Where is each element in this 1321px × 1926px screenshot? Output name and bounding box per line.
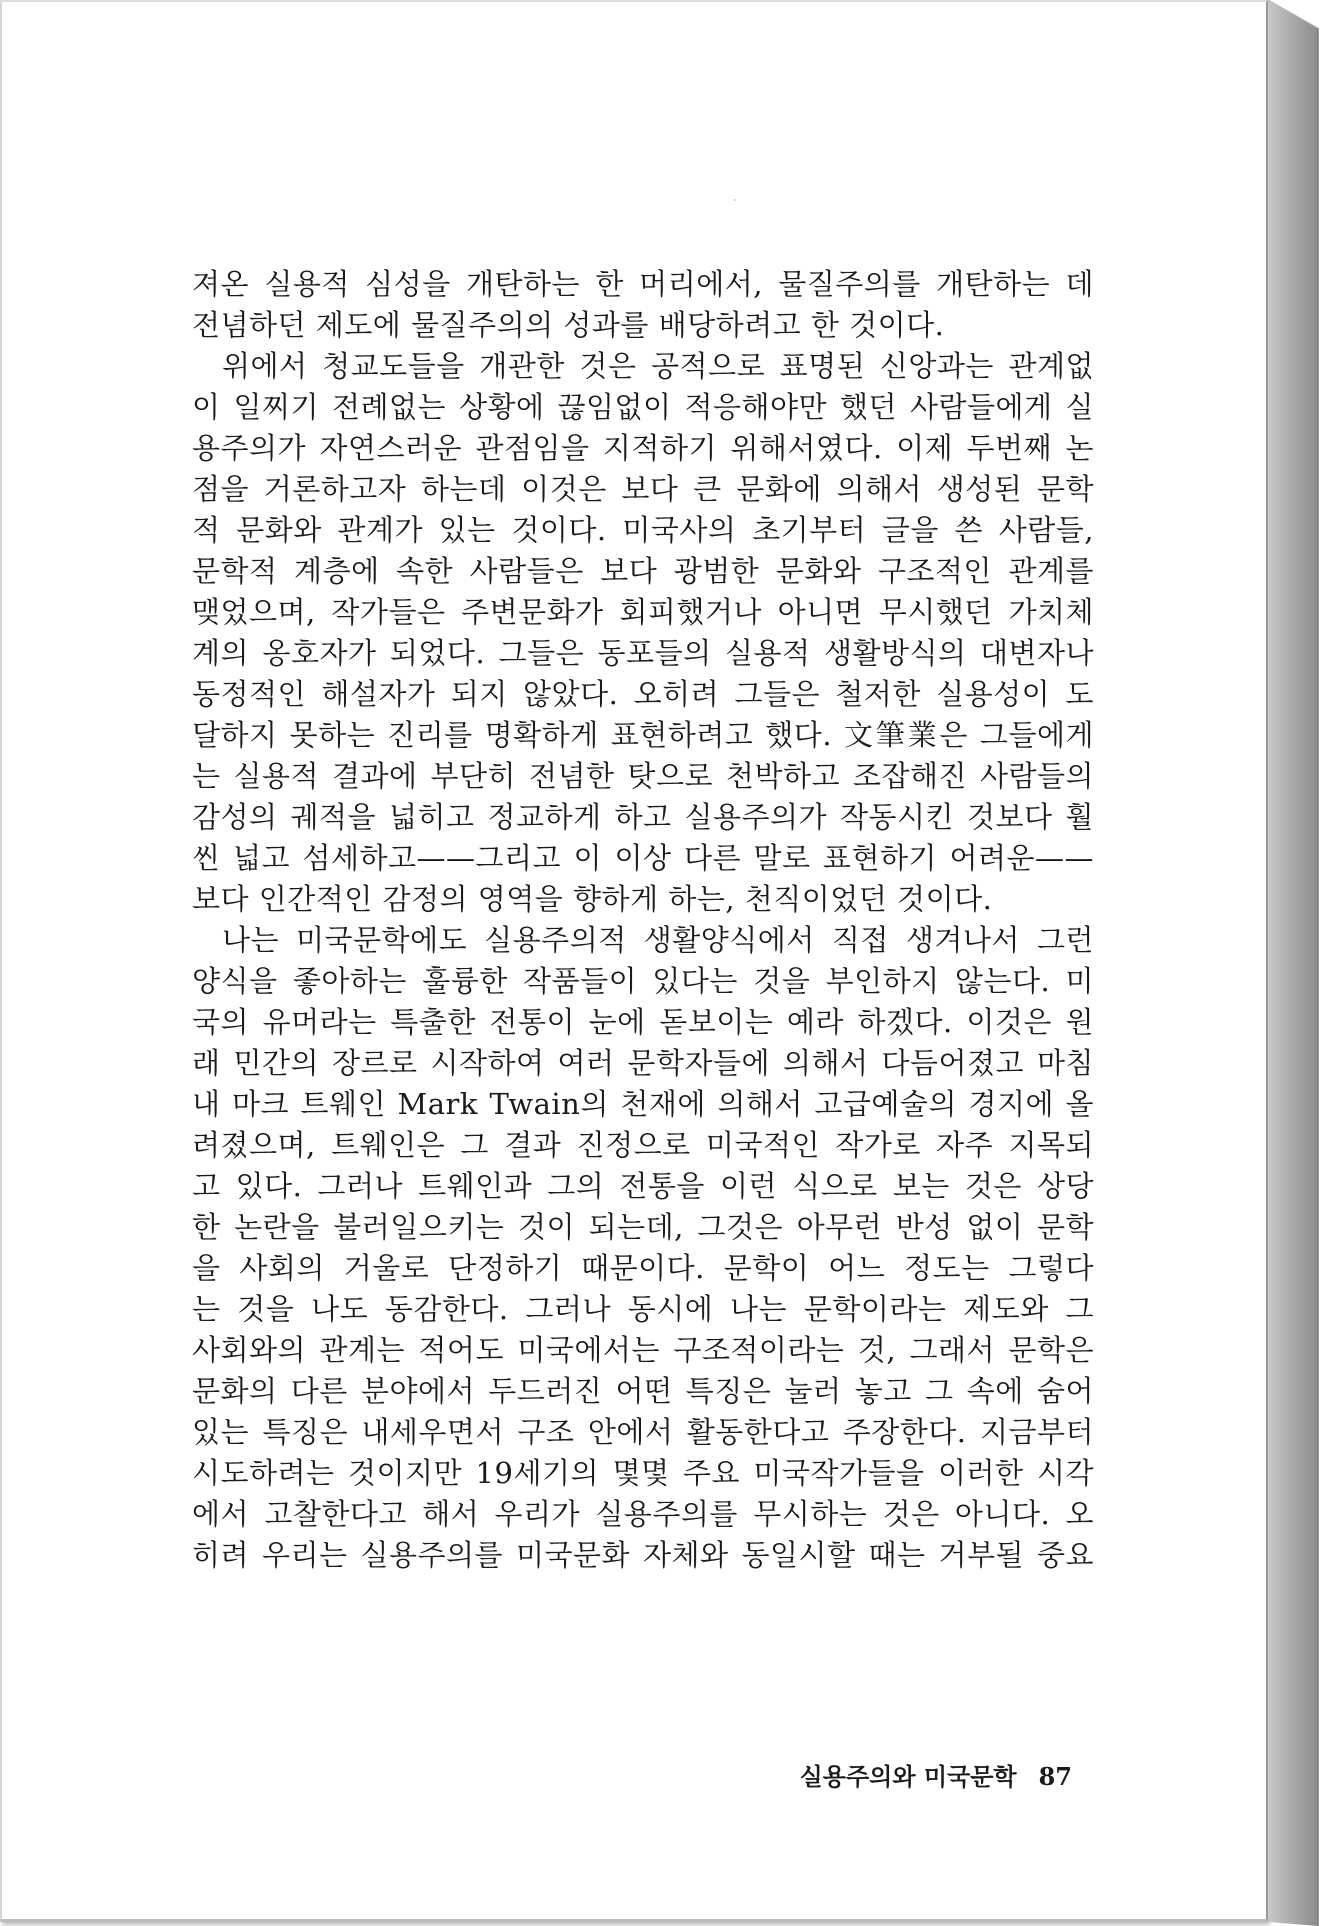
text-line: 한 논란을 불러일으키는 것이 되는데, 그것은 아무런 반성 없이 문학 xyxy=(192,1210,1094,1244)
text-line: 시도하려는 것이지만 19세기의 몇몇 주요 미국작가들을 이러한 시각 xyxy=(192,1456,1094,1490)
text-line: 사회와의 관계는 적어도 미국에서는 구조적이라는 것, 그래서 문학은 xyxy=(192,1333,1094,1367)
text-line: 맺었으며, 작가들은 주변문화가 회피했거나 아니면 무시했던 가치체 xyxy=(192,595,1094,629)
text-line: 감성의 궤적을 넓히고 정교하게 하고 실용주의가 작동시킨 것보다 훨 xyxy=(192,800,1094,834)
text-line: 달하지 못하는 진리를 명확하게 표현하려고 했다. 文筆業은 그들에게 xyxy=(192,718,1094,752)
book-edge-shape xyxy=(1268,0,1321,1926)
text-line: 동정적인 해설자가 되지 않았다. 오히려 그들은 철저한 실용성이 도 xyxy=(192,677,1094,711)
scan-speck xyxy=(734,199,736,201)
text-line: 이 일찌기 전례없는 상황에 끊임없이 적응해야만 했던 사람들에게 실 xyxy=(192,390,1094,424)
text-line: 문학적 계층에 속한 사람들은 보다 광범한 문화와 구조적인 관계를 xyxy=(192,554,1094,588)
text-line: 점을 거론하고자 하는데 이것은 보다 큰 문화에 의해서 생성된 문학 xyxy=(192,472,1094,506)
paragraph-start-line: 나는 미국문학에도 실용주의적 생활양식에서 직접 생겨나서 그런 xyxy=(222,923,1094,957)
text-line: 국의 유머라는 특출한 전통이 눈에 돋보이는 예라 하겠다. 이것은 원 xyxy=(192,1005,1094,1039)
text-line: 용주의가 자연스러운 관점임을 지적하기 위해서였다. 이제 두번째 논 xyxy=(192,431,1094,465)
text-line: 문화의 다른 분야에서 두드러진 어떤 특징은 눌러 놓고 그 속에 숨어 xyxy=(192,1374,1094,1408)
text-line: 양식을 좋아하는 훌륭한 작품들이 있다는 것을 부인하지 않는다. 미 xyxy=(192,964,1094,998)
paragraph-start-line: 위에서 청교도들을 개관한 것은 공적으로 표명된 신앙과는 관계없 xyxy=(222,349,1094,383)
text-line: 히려 우리는 실용주의를 미국문화 자체와 동일시할 때는 거부될 중요 xyxy=(192,1538,1094,1572)
text-line: 고 있다. 그러나 트웨인과 그의 전통을 이런 식으로 보는 것은 상당 xyxy=(192,1169,1094,1203)
text-line: 에서 고찰한다고 해서 우리가 실용주의를 무시하는 것은 아니다. 오 xyxy=(192,1497,1094,1531)
text-line: 져온 실용적 심성을 개탄하는 한 머리에서, 물질주의를 개탄하는 데 xyxy=(192,267,1094,301)
page-number: 87 xyxy=(1038,1762,1072,1791)
text-line: 래 민간의 장르로 시작하여 여러 문학자들에 의해서 다듬어졌고 마침 xyxy=(192,1046,1094,1080)
text-line: 려졌으며, 트웨인은 그 결과 진정으로 미국적인 작가로 자주 지목되 xyxy=(192,1128,1094,1162)
text-line: 을 사회의 거울로 단정하기 때문이다. 문학이 어느 정도는 그렇다 xyxy=(192,1251,1094,1285)
text-line: 있는 특징은 내세우면서 구조 안에서 활동한다고 주장한다. 지금부터 xyxy=(192,1415,1094,1449)
text-line: 내 마크 트웨인 Mark Twain의 천재에 의해서 고급예술의 경지에 올 xyxy=(192,1087,1094,1121)
text-line: 계의 옹호자가 되었다. 그들은 동포들의 실용적 생활방식의 대변자나 xyxy=(192,636,1094,670)
text-line: 전념하던 제도에 물질주의의 성과를 배당하려고 한 것이다. xyxy=(192,308,945,342)
text-line: 는 것을 나도 동감한다. 그러나 동시에 나는 문학이라는 제도와 그 xyxy=(192,1292,1094,1326)
running-title: 실용주의와 미국문학 xyxy=(799,1762,1017,1791)
text-line: 적 문화와 관계가 있는 것이다. 미국사의 초기부터 글을 쓴 사람들, xyxy=(192,513,1094,547)
text-line: 씬 넓고 섬세하고——그리고 이 이상 다른 말로 표현하기 어려운—— xyxy=(192,841,1094,875)
text-line: 보다 인간적인 감정의 영역을 향하게 하는, 천직이었던 것이다. xyxy=(192,882,993,916)
text-line: 는 실용적 결과에 부단히 전념한 탓으로 천박하고 조잡해진 사람들의 xyxy=(192,759,1094,793)
body-text xyxy=(192,264,1094,1576)
page-footer xyxy=(2,1757,1072,1792)
